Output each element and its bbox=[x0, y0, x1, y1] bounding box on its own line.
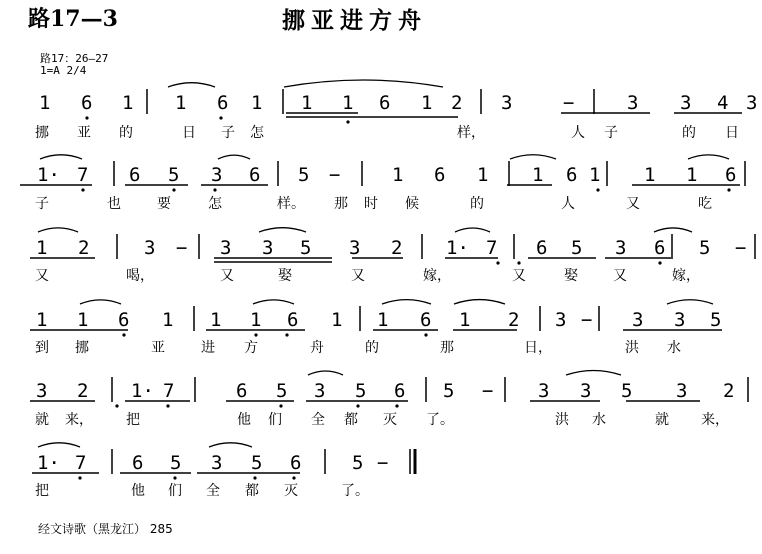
note-digit: 1 bbox=[39, 92, 51, 114]
sustain-dash: − bbox=[176, 237, 188, 259]
note-digit: 1· bbox=[37, 452, 60, 474]
note-digit: 5 bbox=[251, 452, 263, 474]
note-digit: 6 bbox=[566, 164, 578, 186]
low-octave-dot bbox=[85, 116, 88, 119]
note-digit: 5 bbox=[276, 380, 288, 402]
note-digit: 7 bbox=[75, 452, 87, 474]
lyric-syllable: 方 bbox=[244, 340, 258, 356]
sustain-dash: − bbox=[581, 309, 593, 331]
low-octave-dot bbox=[253, 476, 256, 479]
note-digit: 2 bbox=[77, 380, 89, 402]
note-digit: 5 bbox=[699, 237, 711, 259]
lyric-syllable: 日， bbox=[524, 340, 552, 356]
lyric-syllable: 了。 bbox=[341, 483, 369, 499]
note-digit: 6 bbox=[217, 92, 229, 114]
note-digit: 1 bbox=[162, 309, 174, 331]
note-digit: 1 bbox=[77, 309, 89, 331]
note-digit: 6 bbox=[394, 380, 406, 402]
lyric-syllable: 们 bbox=[268, 412, 282, 428]
note-digit: 6 bbox=[129, 164, 141, 186]
lyric-syllable: 样。 bbox=[277, 196, 305, 212]
note-digit: 7 bbox=[486, 237, 498, 259]
low-octave-dot bbox=[81, 188, 84, 191]
lyric-syllable: 亚 bbox=[77, 125, 91, 141]
note-digit: 3 bbox=[580, 380, 592, 402]
lyric-syllable: 又 bbox=[220, 268, 234, 284]
lyric-syllable: 人 bbox=[571, 125, 585, 141]
low-octave-dot bbox=[496, 261, 499, 264]
lyric-syllable: 要 bbox=[157, 196, 171, 212]
note-digit: 1 bbox=[251, 92, 263, 114]
slur bbox=[209, 443, 252, 447]
lyric-syllable: 又 bbox=[351, 268, 365, 284]
note-digit: 1· bbox=[37, 164, 60, 186]
slur bbox=[80, 300, 121, 304]
low-octave-dot bbox=[122, 333, 125, 336]
note-digit: 1 bbox=[532, 164, 544, 186]
lyric-syllable: 灭 bbox=[383, 412, 397, 428]
note-digit: 6 bbox=[654, 237, 666, 259]
footer-source: 经文诗歌（黑龙江） 285 bbox=[38, 522, 173, 536]
note-digit: 6 bbox=[287, 309, 299, 331]
note-digit: 6 bbox=[725, 164, 737, 186]
low-octave-dot bbox=[596, 188, 599, 191]
low-octave-dot bbox=[356, 404, 359, 407]
slur bbox=[308, 371, 343, 375]
note-digit: 1 bbox=[589, 164, 601, 186]
lyric-syllable: 娶 bbox=[278, 268, 292, 284]
lyric-syllable: 来， bbox=[65, 412, 93, 428]
lyric-syllable: 又 bbox=[626, 196, 640, 212]
note-digit: 2 bbox=[723, 380, 735, 402]
note-digit: 6 bbox=[118, 309, 130, 331]
note-digit: 1 bbox=[331, 309, 343, 331]
note-digit: 3 bbox=[211, 452, 223, 474]
scripture-source: 路17：26—27 bbox=[40, 52, 109, 65]
hymn-reference: 路17—3 bbox=[28, 6, 118, 32]
low-octave-dot bbox=[219, 116, 222, 119]
note-digit: 5 bbox=[443, 380, 455, 402]
lyric-syllable: 舟 bbox=[310, 340, 324, 356]
slur bbox=[284, 80, 443, 87]
note-digit: 1 bbox=[459, 309, 471, 331]
lyric-syllable: 又 bbox=[512, 268, 526, 284]
slur bbox=[688, 155, 729, 159]
low-octave-dot bbox=[395, 404, 398, 407]
low-octave-dot bbox=[658, 261, 661, 264]
lyric-syllable: 日 bbox=[725, 125, 739, 141]
note-digit: 3 bbox=[538, 380, 550, 402]
note-digit: 1 bbox=[342, 92, 354, 114]
sustain-dash: − bbox=[563, 92, 575, 114]
lyric-syllable: 都 bbox=[245, 483, 259, 499]
slur bbox=[455, 228, 490, 232]
slur bbox=[667, 300, 713, 304]
low-octave-dot bbox=[727, 188, 730, 191]
lyric-syllable: 就 bbox=[35, 412, 49, 428]
note-digit: 1 bbox=[250, 309, 262, 331]
note-digit: 3 bbox=[627, 92, 639, 114]
lyric-syllable: 全 bbox=[206, 483, 220, 499]
lyric-syllable: 又 bbox=[613, 268, 627, 284]
note-digit: 3 bbox=[349, 237, 361, 259]
note-digit: 5 bbox=[355, 380, 367, 402]
low-octave-dot bbox=[279, 404, 282, 407]
lyric-syllable: 洪 bbox=[625, 340, 639, 356]
slur bbox=[654, 228, 692, 232]
slur bbox=[510, 155, 556, 159]
lyric-syllable: 他 bbox=[237, 412, 251, 428]
sustain-dash: − bbox=[482, 380, 494, 402]
low-octave-dot bbox=[424, 333, 427, 336]
note-digit: 1 bbox=[36, 237, 48, 259]
note-digit: 3 bbox=[314, 380, 326, 402]
lyric-syllable: 怎 bbox=[208, 196, 222, 212]
note-digit: 3 bbox=[676, 380, 688, 402]
slur bbox=[454, 300, 505, 304]
slur bbox=[382, 300, 431, 304]
lyric-syllable: 把 bbox=[126, 412, 140, 428]
lyric-syllable: 的 bbox=[119, 125, 133, 141]
slur bbox=[40, 155, 82, 159]
note-digit: 3 bbox=[632, 309, 644, 331]
note-digit: 3 bbox=[262, 237, 274, 259]
lyric-syllable: 进 bbox=[201, 340, 215, 356]
note-digit: 2 bbox=[78, 237, 90, 259]
lyric-syllable: 候 bbox=[405, 196, 419, 212]
lyric-syllable: 那 bbox=[334, 196, 348, 212]
note-digit: 5 bbox=[168, 164, 180, 186]
note-digit: 3 bbox=[144, 237, 156, 259]
note-digit: 3 bbox=[615, 237, 627, 259]
note-digit: 6 bbox=[81, 92, 93, 114]
low-octave-dot bbox=[285, 333, 288, 336]
note-digit: 3 bbox=[211, 164, 223, 186]
note-digit: 6 bbox=[132, 452, 144, 474]
lyric-syllable: 子 bbox=[604, 125, 618, 141]
lyric-syllable: 灭 bbox=[284, 483, 298, 499]
lyric-syllable: 们 bbox=[168, 483, 182, 499]
lyric-syllable: 就 bbox=[655, 412, 669, 428]
lyric-syllable: 到 bbox=[35, 340, 49, 356]
note-digit: 6 bbox=[379, 92, 391, 114]
lyric-syllable: 来， bbox=[701, 412, 729, 428]
lyric-syllable: 的 bbox=[682, 125, 696, 141]
final-barline bbox=[410, 449, 415, 474]
lyric-syllable: 水 bbox=[592, 412, 606, 428]
note-digit: 3 bbox=[36, 380, 48, 402]
note-digit: 5 bbox=[571, 237, 583, 259]
note-digit: 5 bbox=[298, 164, 310, 186]
slur bbox=[38, 443, 80, 447]
lyric-syllable: 了。 bbox=[426, 412, 454, 428]
low-octave-dot bbox=[166, 404, 169, 407]
note-digit: 3 bbox=[555, 309, 567, 331]
lyric-syllable: 亚 bbox=[151, 340, 165, 356]
slur bbox=[218, 155, 250, 159]
note-digit: 6 bbox=[536, 237, 548, 259]
lyric-syllable: 挪 bbox=[35, 125, 49, 141]
lyric-syllable: 洪 bbox=[555, 412, 569, 428]
lyric-syllable: 都 bbox=[344, 412, 358, 428]
note-digit: 1 bbox=[36, 309, 48, 331]
lyric-syllable: 时 bbox=[364, 196, 378, 212]
note-digit: 5 bbox=[352, 452, 364, 474]
note-digit: 6 bbox=[236, 380, 248, 402]
lyric-syllable: 子 bbox=[221, 125, 235, 141]
note-digit: 1 bbox=[377, 309, 389, 331]
note-digit: 1· bbox=[131, 380, 154, 402]
note-digit: 5 bbox=[621, 380, 633, 402]
note-digit: 1 bbox=[301, 92, 313, 114]
note-digit: 5 bbox=[170, 452, 182, 474]
lyric-syllable: 又 bbox=[35, 268, 49, 284]
note-digit: 3 bbox=[501, 92, 513, 114]
lyric-syllable: 他 bbox=[131, 483, 145, 499]
note-digit: 3 bbox=[674, 309, 686, 331]
low-octave-dot bbox=[346, 120, 349, 123]
note-digit: 1 bbox=[477, 164, 489, 186]
note-digit: 1 bbox=[210, 309, 222, 331]
sustain-dash: − bbox=[377, 452, 389, 474]
lyric-syllable: 娶 bbox=[564, 268, 578, 284]
note-digit: 1· bbox=[446, 237, 469, 259]
lyric-syllable: 怎 bbox=[250, 125, 264, 141]
lyric-syllable: 样， bbox=[457, 125, 485, 141]
slur bbox=[566, 370, 621, 375]
lyric-syllable: 把 bbox=[35, 483, 49, 499]
low-octave-dot bbox=[172, 188, 175, 191]
low-octave-dot bbox=[173, 476, 176, 479]
low-octave-dot bbox=[292, 476, 295, 479]
lyric-syllable: 喝， bbox=[126, 268, 154, 284]
note-digit: 5 bbox=[710, 309, 722, 331]
note-digit: 1 bbox=[392, 164, 404, 186]
note-digit: 6 bbox=[290, 452, 302, 474]
slur bbox=[259, 228, 306, 232]
low-octave-dot bbox=[78, 476, 81, 479]
lyric-syllable: 的 bbox=[470, 196, 484, 212]
note-digit: 6 bbox=[249, 164, 261, 186]
lyric-syllable: 子 bbox=[35, 196, 49, 212]
lyric-syllable: 水 bbox=[667, 340, 681, 356]
note-digit: 4 bbox=[717, 92, 729, 114]
note-digit: 6 bbox=[434, 164, 446, 186]
slur bbox=[168, 83, 215, 87]
lyric-syllable: 的 bbox=[365, 340, 379, 356]
note-digit: 5 bbox=[300, 237, 312, 259]
low-octave-dot bbox=[254, 333, 257, 336]
note-digit: 2 bbox=[391, 237, 403, 259]
low-octave-dot bbox=[213, 188, 216, 191]
note-digit: 1 bbox=[686, 164, 698, 186]
sustain-dash: − bbox=[735, 237, 747, 259]
sustain-dash: − bbox=[329, 164, 341, 186]
lyric-syllable: 全 bbox=[311, 412, 325, 428]
note-digit: 7 bbox=[163, 380, 175, 402]
note-digit: 7 bbox=[77, 164, 89, 186]
low-octave-dot bbox=[115, 404, 118, 407]
note-digit: 3 bbox=[680, 92, 692, 114]
lyric-syllable: 挪 bbox=[75, 340, 89, 356]
hymn-title: 挪亚进方舟 bbox=[282, 7, 427, 34]
low-octave-dot bbox=[517, 261, 520, 264]
note-digit: 1 bbox=[644, 164, 656, 186]
slur bbox=[38, 228, 78, 232]
note-digit: 2 bbox=[451, 92, 463, 114]
note-digit: 3 bbox=[746, 92, 758, 114]
lyric-syllable: 那 bbox=[440, 340, 454, 356]
note-digit: 1 bbox=[122, 92, 134, 114]
note-digit: 2 bbox=[508, 309, 520, 331]
note-digit: 6 bbox=[420, 309, 432, 331]
note-digit: 1 bbox=[175, 92, 187, 114]
key-signature: 1=A 2/4 bbox=[40, 64, 87, 77]
note-digit: 3 bbox=[220, 237, 232, 259]
lyric-syllable: 日 bbox=[182, 125, 196, 141]
slur bbox=[253, 300, 294, 304]
lyric-syllable: 嫁， bbox=[672, 268, 700, 284]
lyric-syllable: 人 bbox=[561, 196, 575, 212]
note-digit: 1 bbox=[421, 92, 433, 114]
lyric-syllable: 也 bbox=[107, 196, 121, 212]
lyric-syllable: 吃 bbox=[698, 196, 712, 212]
lyric-syllable: 嫁， bbox=[423, 268, 451, 284]
